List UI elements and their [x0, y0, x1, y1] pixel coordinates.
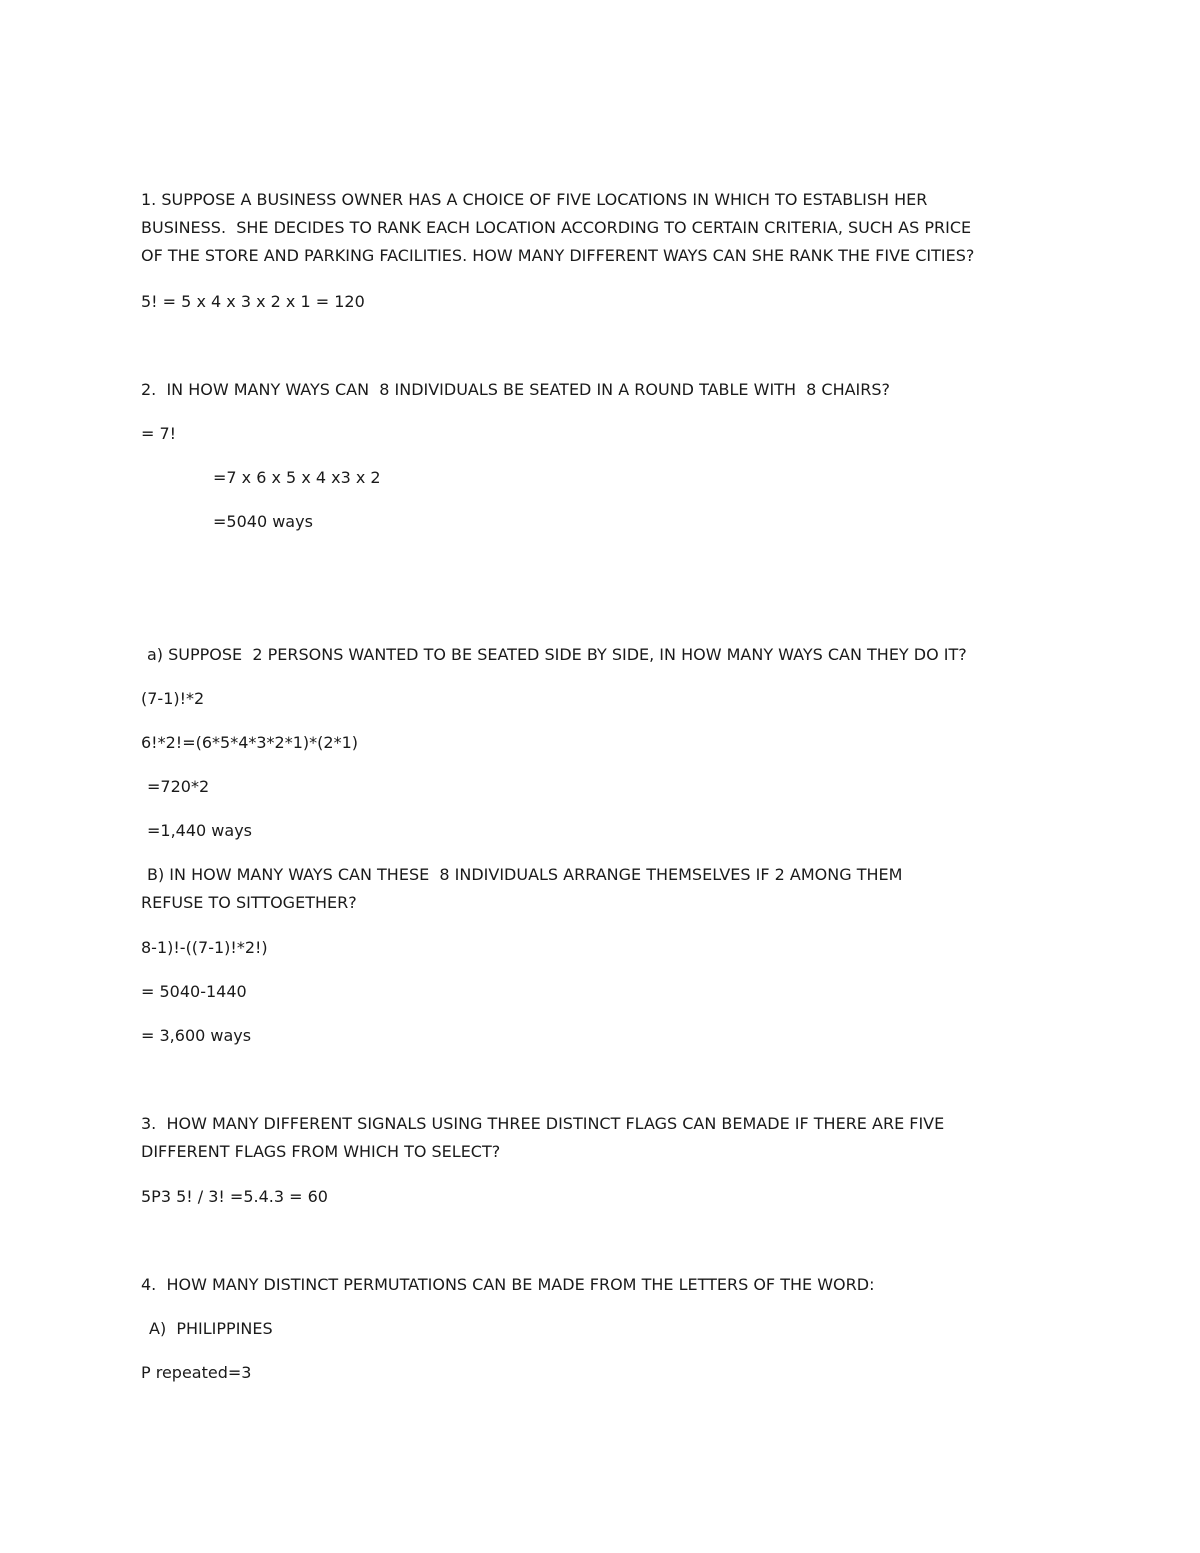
q3-answer: 5P3 5! / 3! =5.4.3 = 60 [141, 1187, 328, 1206]
q2a-step-4: =1,440 ways [147, 821, 252, 840]
q2-step-1: = 7! [141, 424, 177, 443]
q4-question: 4. HOW MANY DISTINCT PERMUTATIONS CAN BE MADE FROM THE LETTERS OF THE WORD: [141, 1275, 875, 1294]
q2a-step-1: (7-1)!*2 [141, 689, 205, 708]
q2a-question: a) SUPPOSE 2 PERSONS WANTED TO BE SEATED SIDE BY SIDE, IN HOW MANY WAYS CAN THEY DO IT? [147, 645, 967, 664]
q1-answer: 5! = 5 x 4 x 3 x 2 x 1 = 120 [141, 292, 365, 311]
q2b-step-3: = 3,600 ways [141, 1026, 252, 1045]
q2-question: 2. IN HOW MANY WAYS CAN 8 INDIVIDUALS BE SEATED IN A ROUND TABLE WITH 8 CHAIRS? [141, 380, 891, 399]
q1-text-line-1: 1. SUPPOSE A BUSINESS OWNER HAS A CHOICE OF FIVE LOCATIONS IN WHICH TO ESTABLISH HER [141, 190, 928, 209]
q2-step-3: =5040 ways [213, 512, 313, 531]
q2a-step-3: =720*2 [147, 777, 210, 796]
q2a-step-2: 6!*2!=(6*5*4*3*2*1)*(2*1) [141, 733, 358, 752]
q2b-step-1: 8-1)!-((7-1)!*2!) [141, 938, 268, 957]
q4-note: P repeated=3 [141, 1363, 252, 1382]
q2-step-2: =7 x 6 x 5 x 4 x3 x 2 [213, 468, 381, 487]
q2b-question-line-1: B) IN HOW MANY WAYS CAN THESE 8 INDIVIDUALS ARRANGE THEMSELVES IF 2 AMONG THEM [147, 865, 903, 884]
q3-text-line-2: DIFFERENT FLAGS FROM WHICH TO SELECT? [141, 1142, 501, 1161]
q1-text-line-3: OF THE STORE AND PARKING FACILITIES. HOW MANY DIFFERENT WAYS CAN SHE RANK THE FIVE CITIES? [141, 246, 975, 265]
q3-text-line-1: 3. HOW MANY DIFFERENT SIGNALS USING THREE DISTINCT FLAGS CAN BEMADE IF THERE ARE FIVE [141, 1114, 945, 1133]
q2b-question-line-2: REFUSE TO SITTOGETHER? [141, 893, 357, 912]
q1-text-line-2: BUSINESS. SHE DECIDES TO RANK EACH LOCATION ACCORDING TO CERTAIN CRITERIA, SUCH AS PRICE [141, 218, 972, 237]
q2b-step-2: = 5040-1440 [141, 982, 247, 1001]
q4-part-a: A) PHILIPPINES [149, 1319, 273, 1338]
